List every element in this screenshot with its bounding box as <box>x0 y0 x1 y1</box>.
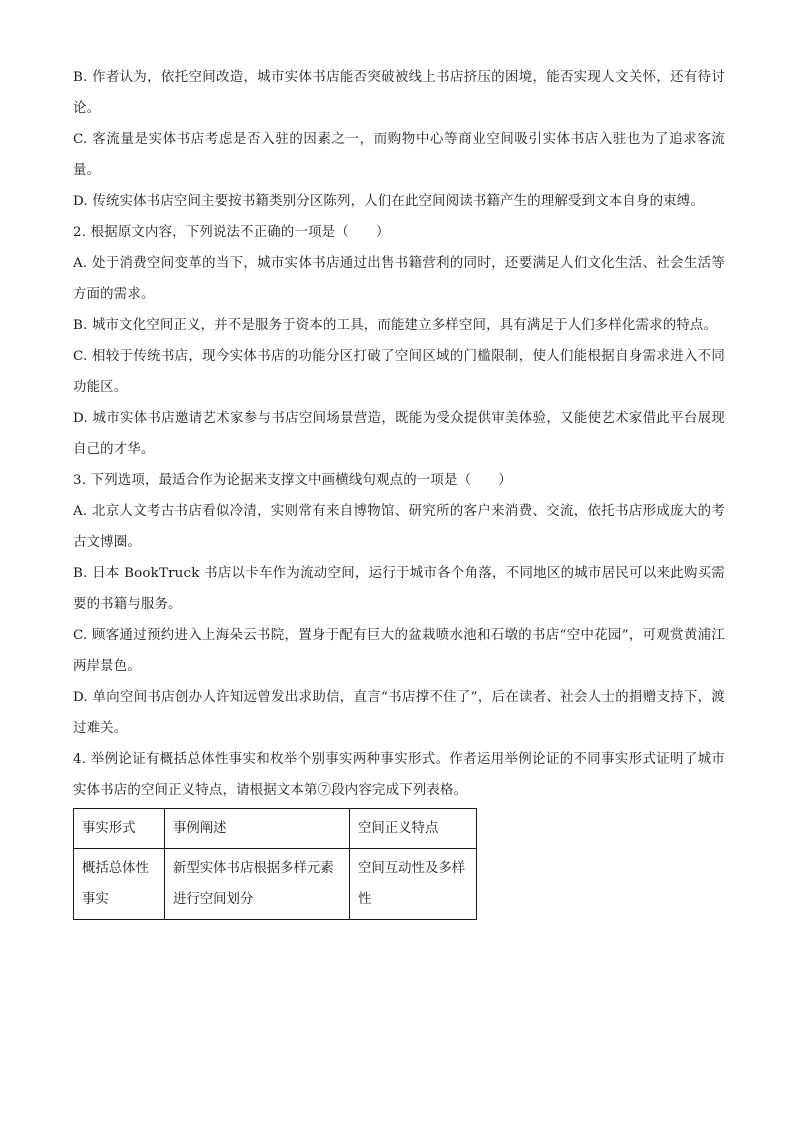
table-cell: 新型实体书店根据多样元素进行空间划分 <box>165 849 350 920</box>
fact-form-table <box>73 808 477 920</box>
option-b-q2: B. 城市文化空间正义，并不是服务于资本的工具，而能建立多样空间，具有满足于人们多样化需求的特点。 <box>73 318 718 333</box>
option-b-q1: B. 作者认为，依托空间改造，城市实体书店能否突破被线上书店挤压的困境，能否实现人文关怀，还有待讨论。 <box>73 70 725 116</box>
question-2-stem: 2. 根据原文内容，下列说法不正确的一项是（ ） <box>73 225 390 240</box>
option-d-q3: D. 单向空间书店创办人许知远曾发出求助信，直言“书店撑不住了”，后在读者、社会人士的捐赠支持下，渡过难关。 <box>73 690 725 736</box>
document-page <box>73 62 725 920</box>
option-d-q2: D. 城市实体书店邀请艺术家参与书店空间场景营造，既能为受众提供审美体验，又能使艺术家借此平台展现自己的才华。 <box>73 411 725 457</box>
table-header-cell: 空间正义特点 <box>350 809 477 849</box>
option-a-q2: A. 处于消费空间变革的当下，城市实体书店通过出售书籍营利的同时，还要满足人们文化生活、社会生活等方面的需求。 <box>73 256 725 302</box>
option-c-q3: C. 顾客通过预约进入上海朵云书院，置身于配有巨大的盆栽喷水池和石墩的书店“空中花园”，可观赏黄浦江两岸景色。 <box>73 628 725 674</box>
question-4-stem: 4. 举例论证有概括总体性事实和枚举个别事实两种事实形式。作者运用举例论证的不同事实形式证明了城市实体书店的空间正义特点，请根据文本第⑦段内容完成下列表格。 <box>73 752 725 798</box>
question-3-stem: 3. 下列选项，最适合作为论据来支撑文中画横线句观点的一项是（ ） <box>73 473 512 488</box>
option-c-q2: C. 相较于传统书店，现今实体书店的功能分区打破了空间区域的门槛限制，使人们能根据自身需求进入不同功能区。 <box>73 349 725 395</box>
table-cell: 空间互动性及多样性 <box>350 849 477 920</box>
table-cell: 概括总体性事实 <box>74 849 165 920</box>
table-row <box>74 849 477 920</box>
option-a-q3: A. 北京人文考古书店看似冷清，实则常有来自博物馆、研究所的客户来消费、交流，依托书店形成庞大的考古文博圈。 <box>73 504 725 550</box>
option-d-q1: D. 传统实体书店空间主要按书籍类别分区陈列，人们在此空间阅读书籍产生的理解受到文本自身的束缚。 <box>73 194 704 209</box>
option-b-q3: B. 日本 BookTruck 书店以卡车作为流动空间，运行于城市各个角落，不同地区的城市居民可以来此购买需要的书籍与服务。 <box>73 566 725 612</box>
table-header-cell: 事实形式 <box>74 809 165 849</box>
table-header-row <box>74 809 477 849</box>
option-c-q1: C. 客流量是实体书店考虑是否入驻的因素之一，而购物中心等商业空间吸引实体书店入驻也为了追求客流量。 <box>73 132 725 178</box>
table-header-cell: 事例阐述 <box>165 809 350 849</box>
